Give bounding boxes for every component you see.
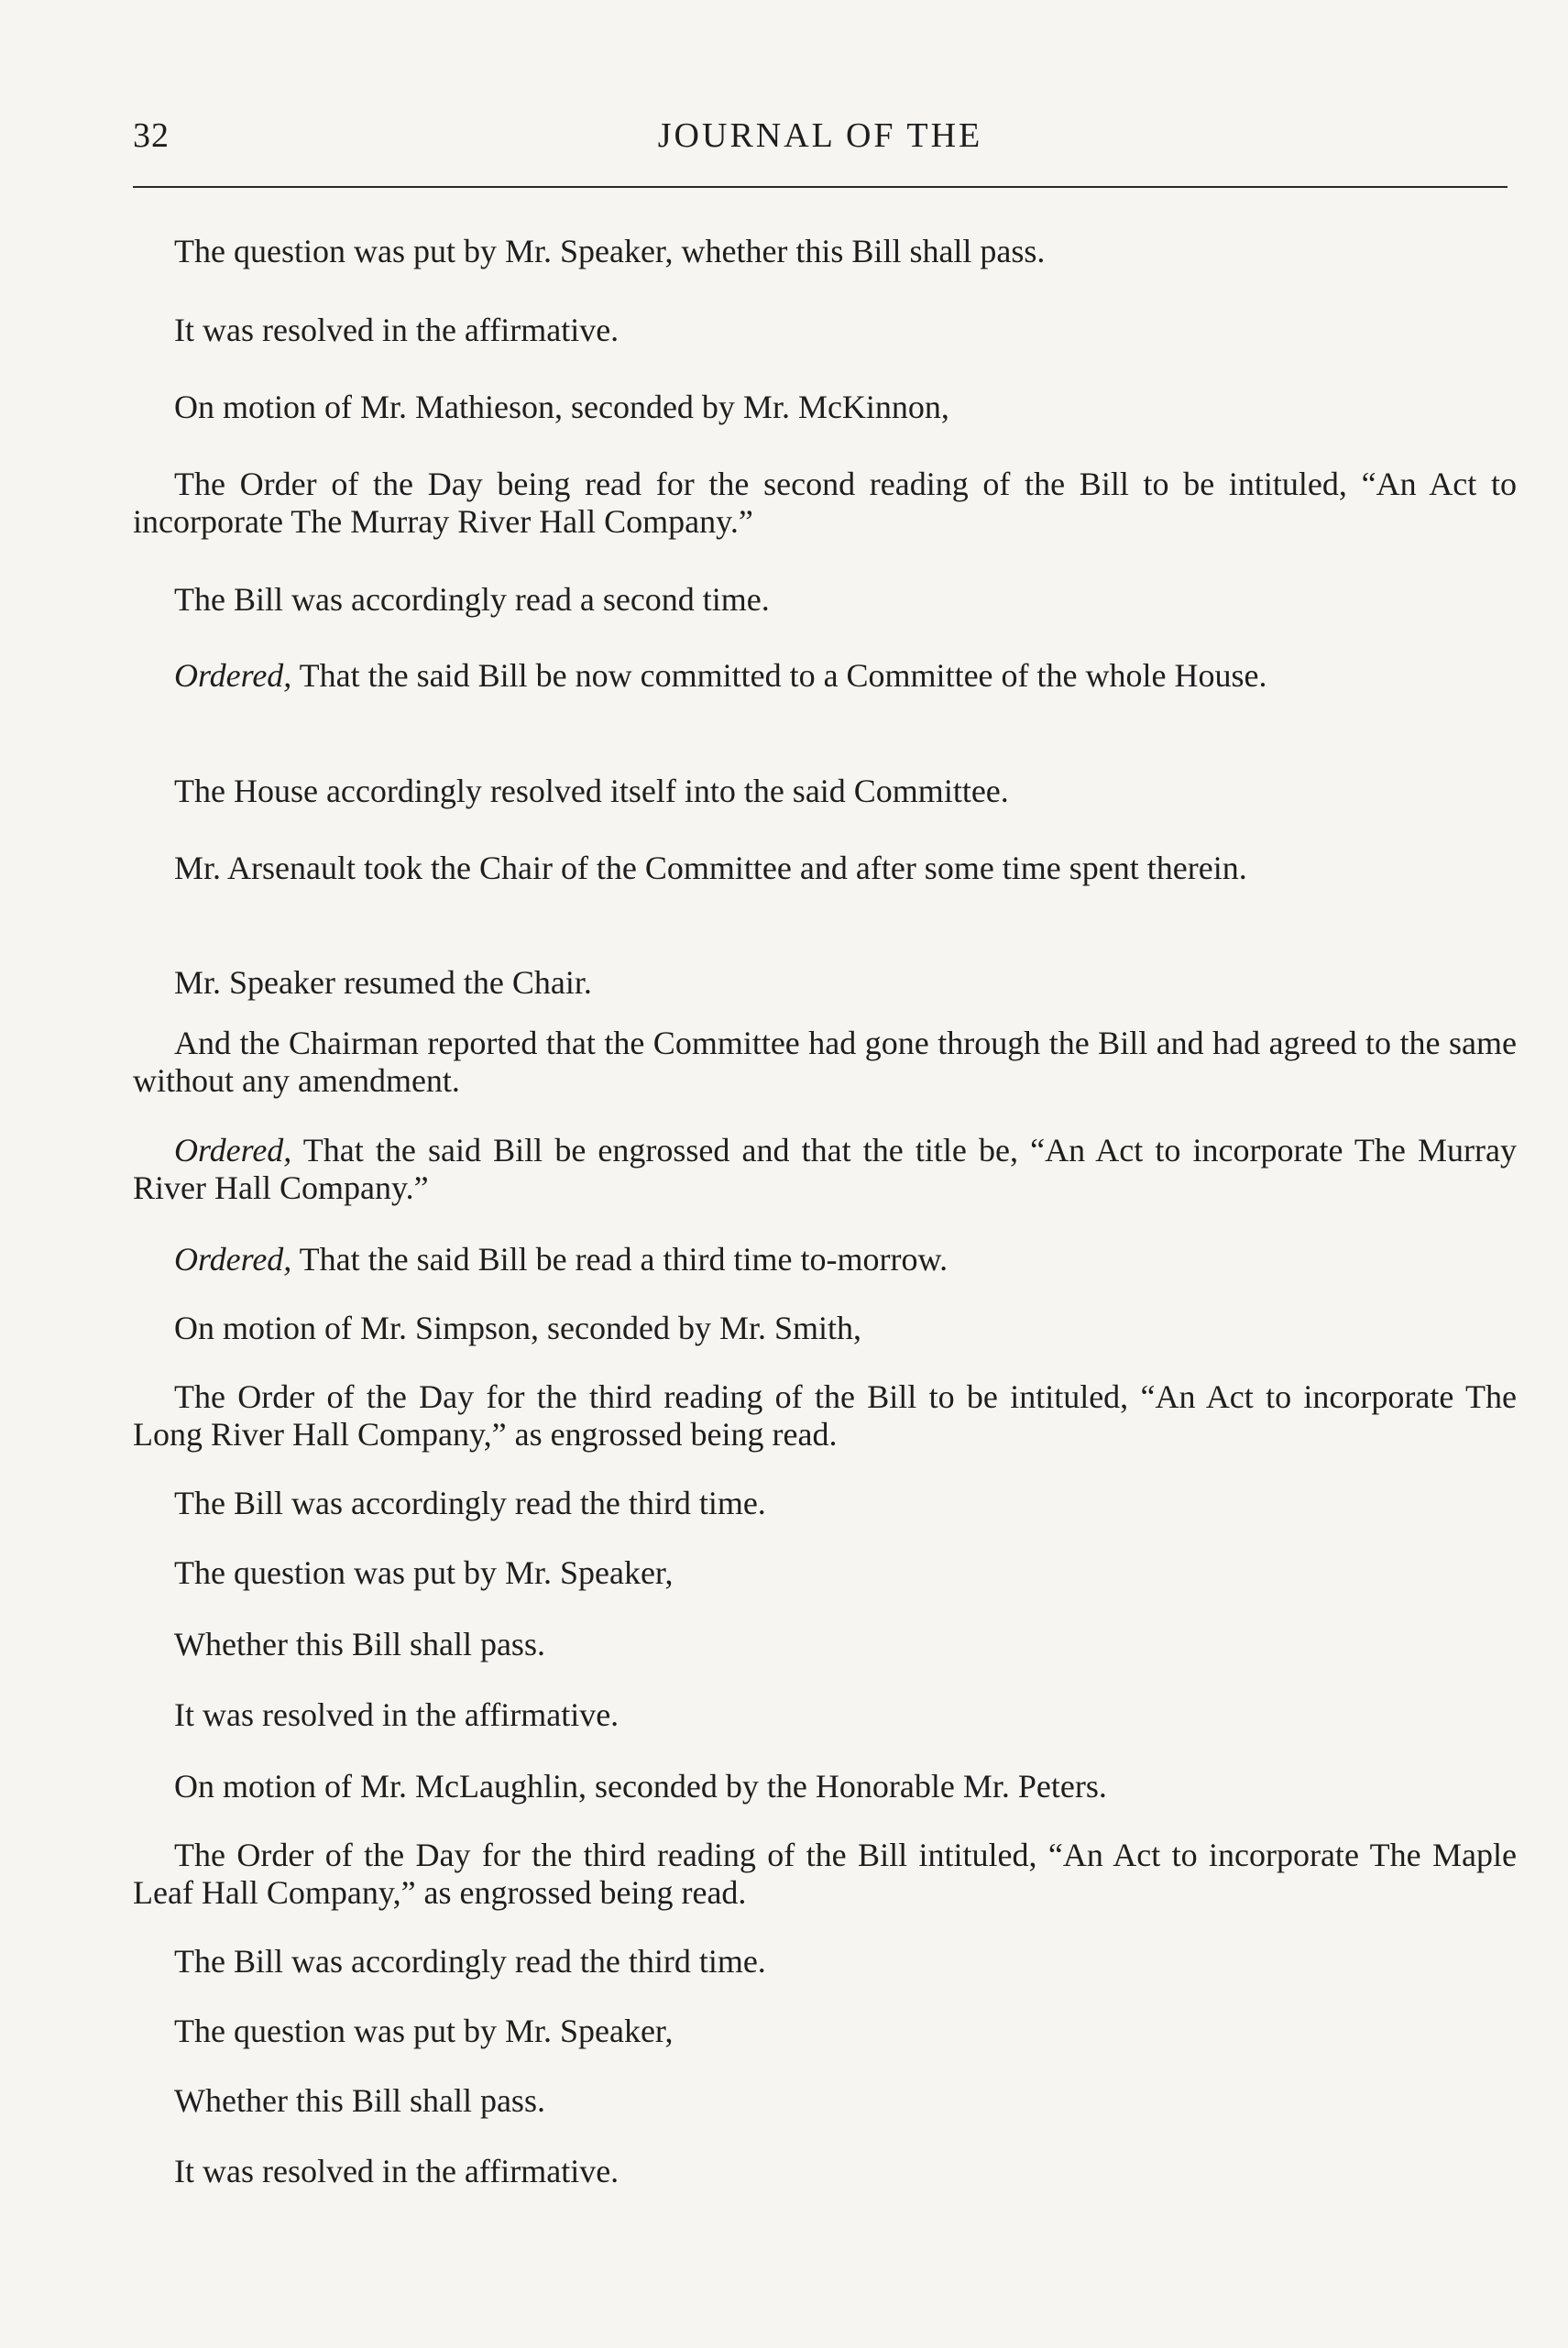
paragraph: The House accordingly resolved itself into the said Committee. (174, 773, 1009, 809)
page-header (133, 115, 1508, 170)
paragraph: The Bill was accordingly read a second time. (174, 581, 770, 618)
paragraph: Whether this Bill shall pass. (174, 1626, 545, 1662)
paragraph: Ordered, That the said Bill be engrossed and that the title be, “An Act to incorporate The Murray River Hall Company.” (133, 1132, 1517, 1206)
paragraph: And the Chairman reported that the Committee had gone through the Bill and had agreed to the same without any amendment. (133, 1025, 1517, 1099)
paragraph: The Order of the Day being read for the second reading of the Bill to be intituled, “An Act to incorporate The Murray River Hall Company.” (133, 466, 1517, 540)
running-head: JOURNAL OF THE (657, 116, 983, 155)
paragraph: It was resolved in the affirmative. (174, 312, 620, 348)
paragraph: The question was put by Mr. Speaker, (174, 2013, 674, 2049)
paragraph: The question was put by Mr. Speaker, whether this Bill shall pass. (174, 233, 1046, 269)
page-number: 32 (133, 116, 170, 155)
paragraph: The Bill was accordingly read the third time. (174, 1943, 766, 1980)
paragraph: Mr. Arsenault took the Chair of the Committee and after some time spent therein. (174, 850, 1247, 886)
paragraph: The question was put by Mr. Speaker, (174, 1554, 674, 1591)
header-rule (133, 186, 1508, 188)
paragraph: The Bill was accordingly read the third time. (174, 1485, 766, 1521)
paragraph: On motion of Mr. Simpson, seconded by Mr. Smith, (174, 1310, 862, 1346)
paragraph: On motion of Mr. Mathieson, seconded by Mr. McKinnon, (174, 389, 949, 425)
paragraph: The Order of the Day for the third reading of the Bill intituled, “An Act to incorporate The Maple Leaf Hall Company,” as engrossed being read. (133, 1837, 1517, 1911)
paragraph: Ordered, That the said Bill be read a third time to-morrow. (174, 1241, 948, 1278)
paragraph: Ordered, That the said Bill be now committed to a Committee of the whole House. (174, 657, 1267, 694)
paragraph: Whether this Bill shall pass. (174, 2082, 545, 2119)
paragraph: It was resolved in the affirmative. (174, 1696, 620, 1733)
paragraph: Mr. Speaker resumed the Chair. (174, 964, 592, 1001)
paragraph: The Order of the Day for the third reading of the Bill to be intituled, “An Act to incorporate The Long River Hall Company,” as engrossed being read. (133, 1378, 1517, 1453)
paragraph: It was resolved in the affirmative. (174, 2153, 620, 2189)
paragraph: On motion of Mr. McLaughlin, seconded by the Honorable Mr. Peters. (174, 1768, 1107, 1805)
